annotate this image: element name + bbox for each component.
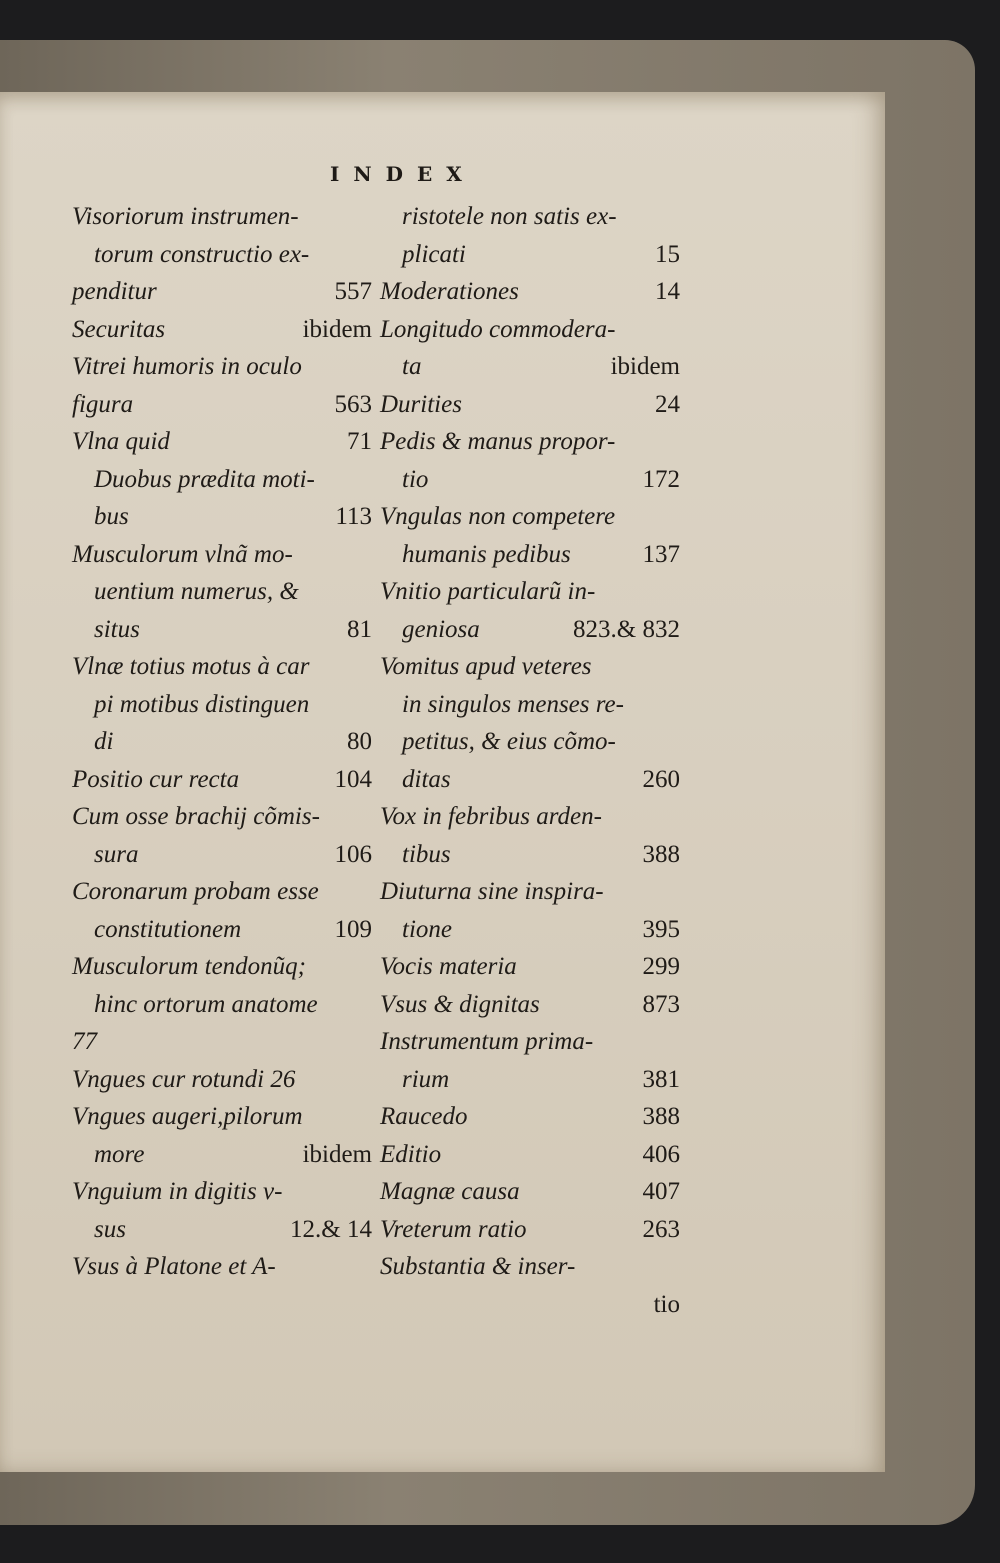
index-entry xyxy=(72,1023,372,1061)
index-entry xyxy=(380,1098,680,1136)
index-entry xyxy=(380,611,680,649)
entry-page: 381 xyxy=(642,1065,680,1093)
index-entry xyxy=(380,1286,680,1324)
entry-text: Magnæ causa xyxy=(380,1178,520,1205)
entry-page: 299 xyxy=(642,953,680,980)
index-entry xyxy=(72,648,372,686)
entry-text: Coronarum probam esse xyxy=(72,878,319,905)
entry-text: sura xyxy=(94,840,139,868)
entry-text: Musculorum vlnã mo- xyxy=(72,540,293,568)
entry-page: ibidem xyxy=(302,1140,372,1168)
index-entry xyxy=(72,1248,372,1286)
index-entry xyxy=(380,348,680,386)
entry-text: Securitas xyxy=(72,315,166,343)
entry-page: 81 xyxy=(347,615,372,643)
index-entry xyxy=(380,798,680,836)
entry-page: 395 xyxy=(642,915,680,943)
index-entry xyxy=(72,423,372,461)
index-entry xyxy=(72,911,372,949)
index-entry xyxy=(380,311,680,349)
index-entry xyxy=(72,836,372,874)
entry-text: Vngues augeri,pilorum xyxy=(72,1103,303,1130)
index-entry xyxy=(380,1173,680,1211)
entry-page: 563 xyxy=(334,390,372,418)
page-header: INDEX xyxy=(330,162,476,186)
index-entry xyxy=(380,986,680,1024)
index-entry xyxy=(380,198,680,236)
entry-text: Vnguium in digitis v- xyxy=(72,1178,283,1205)
index-entry xyxy=(72,1211,372,1249)
entry-text: 77 xyxy=(72,1028,97,1055)
entry-page: 109 xyxy=(334,915,372,943)
index-entry xyxy=(380,686,680,724)
index-entry xyxy=(380,498,680,536)
index-entry xyxy=(380,836,680,874)
index-entry xyxy=(72,873,372,911)
entry-text: Instrumentum prima- xyxy=(380,1028,594,1055)
entry-text: Durities xyxy=(380,390,462,418)
entry-text: situs xyxy=(94,615,140,643)
index-entry xyxy=(380,273,680,311)
entry-page: 406 xyxy=(642,1140,680,1168)
entry-page: 172 xyxy=(642,465,680,493)
index-entry xyxy=(72,386,372,424)
index-entry xyxy=(72,236,372,274)
entry-page: ibidem xyxy=(610,353,680,380)
index-entry xyxy=(380,386,680,424)
index-entry xyxy=(380,1211,680,1249)
entry-text: Diuturna sine inspira- xyxy=(380,878,604,905)
index-entry xyxy=(72,761,372,799)
entry-page: ibidem xyxy=(302,315,372,343)
index-entry xyxy=(72,686,372,724)
entry-text: Vsus à Platone et A- xyxy=(72,1253,276,1280)
entry-page: 12.& 14 xyxy=(290,1215,372,1243)
index-entry xyxy=(72,311,372,349)
entry-text: Vnitio particularũ in- xyxy=(380,578,596,605)
entry-text: Vlnæ totius motus à car xyxy=(72,653,310,680)
entry-page: 106 xyxy=(334,840,372,868)
entry-text: Vox in febribus arden- xyxy=(380,803,602,830)
index-entry xyxy=(380,1136,680,1174)
entry-text: Positio cur recta xyxy=(72,765,240,793)
index-entry xyxy=(380,723,680,761)
entry-text: Vreterum ratio xyxy=(380,1215,527,1243)
entry-page: 104 xyxy=(334,765,372,793)
entry-text: more xyxy=(94,1140,145,1168)
index-entry xyxy=(380,423,680,461)
entry-page: 80 xyxy=(347,728,372,755)
index-entry xyxy=(72,1136,372,1174)
index-entry xyxy=(72,461,372,499)
index-entry xyxy=(72,498,372,536)
entry-page: 263 xyxy=(642,1215,680,1243)
index-entry xyxy=(72,1061,372,1099)
entry-text: Duobus prædita moti- xyxy=(94,465,315,493)
entry-text: Vocis materia xyxy=(380,953,517,980)
entry-page: 388 xyxy=(642,1103,680,1130)
entry-page: 137 xyxy=(642,540,680,568)
entry-text: rium xyxy=(402,1065,450,1093)
entry-text: bus xyxy=(94,503,129,530)
index-entry xyxy=(72,723,372,761)
entry-page: 71 xyxy=(347,428,372,455)
entry-text: Moderationes xyxy=(380,278,519,305)
entry-text: Editio xyxy=(380,1140,442,1168)
entry-text: Vomitus apud veteres xyxy=(380,653,592,680)
entry-text: Vsus & dignitas xyxy=(380,990,540,1018)
entry-text: ta xyxy=(402,353,422,380)
entry-text: di xyxy=(94,728,114,755)
index-entry xyxy=(72,198,372,236)
entry-text: ristotele non satis ex- xyxy=(402,203,617,230)
index-entry xyxy=(380,461,680,499)
index-entry xyxy=(380,948,680,986)
left-column xyxy=(72,198,372,1286)
entry-page: 14 xyxy=(655,278,680,305)
index-entry xyxy=(380,1023,680,1061)
entry-text: tio xyxy=(402,465,429,493)
right-column xyxy=(380,198,680,1323)
entry-text: Musculorum tendonũq; xyxy=(72,953,306,980)
entry-page: tio xyxy=(653,1290,680,1318)
index-entry xyxy=(72,986,372,1024)
entry-text: Longitudo commodera- xyxy=(380,315,616,343)
index-entry xyxy=(380,536,680,574)
index-entry xyxy=(72,948,372,986)
index-entry xyxy=(72,273,372,311)
entry-text: sus xyxy=(94,1215,126,1243)
entry-text: Vlna quid xyxy=(72,428,170,455)
entry-page: 873 xyxy=(642,990,680,1018)
index-entry xyxy=(380,648,680,686)
entry-text: geniosa xyxy=(402,615,480,643)
index-entry xyxy=(380,911,680,949)
index-entry xyxy=(380,1061,680,1099)
index-entry xyxy=(380,1248,680,1286)
entry-text: torum constructio ex- xyxy=(94,240,310,268)
index-entry xyxy=(380,761,680,799)
index-entry xyxy=(380,236,680,274)
entry-page: 260 xyxy=(642,765,680,793)
entry-text: Cum osse brachij cõmis- xyxy=(72,803,320,830)
entry-text: Raucedo xyxy=(380,1103,468,1130)
entry-text: petitus, & eius cõmo- xyxy=(402,728,616,755)
index-entry xyxy=(380,573,680,611)
entry-text: Visoriorum instrumen- xyxy=(72,203,299,230)
entry-text: in singulos menses re- xyxy=(402,690,624,718)
entry-text: ditas xyxy=(402,765,451,793)
index-entry xyxy=(72,1173,372,1211)
entry-text: Substantia & inser- xyxy=(380,1253,576,1280)
entry-text: Vngulas non competere xyxy=(380,503,616,530)
entry-text: pi motibus distinguen xyxy=(94,690,310,718)
entry-text: penditur xyxy=(72,278,157,305)
entry-text: humanis pedibus xyxy=(402,540,571,568)
index-entry xyxy=(72,348,372,386)
index-entry xyxy=(72,798,372,836)
index-entry xyxy=(72,573,372,611)
index-entry xyxy=(72,611,372,649)
entry-text: uentium numerus, & xyxy=(94,578,299,605)
entry-text: Vngues cur rotundi 26 xyxy=(72,1065,296,1093)
index-entry xyxy=(380,873,680,911)
entry-text: tione xyxy=(402,915,452,943)
entry-text: Vitrei humoris in oculo xyxy=(72,353,302,380)
entry-text: tibus xyxy=(402,840,451,868)
index-entry xyxy=(72,536,372,574)
entry-page: 24 xyxy=(655,390,680,418)
entry-page: 113 xyxy=(335,503,372,530)
entry-page: 557 xyxy=(334,278,372,305)
entry-text: hinc ortorum anatome xyxy=(94,990,318,1018)
entry-text: Pedis & manus propor- xyxy=(380,428,616,455)
index-entry xyxy=(72,1098,372,1136)
entry-text: figura xyxy=(72,390,134,418)
entry-page: 388 xyxy=(642,840,680,868)
entry-page: 15 xyxy=(655,240,680,268)
entry-page: 407 xyxy=(642,1178,680,1205)
entry-text: constitutionem xyxy=(94,915,242,943)
entry-page: 823.& 832 xyxy=(573,615,680,643)
entry-text: plicati xyxy=(402,240,466,268)
